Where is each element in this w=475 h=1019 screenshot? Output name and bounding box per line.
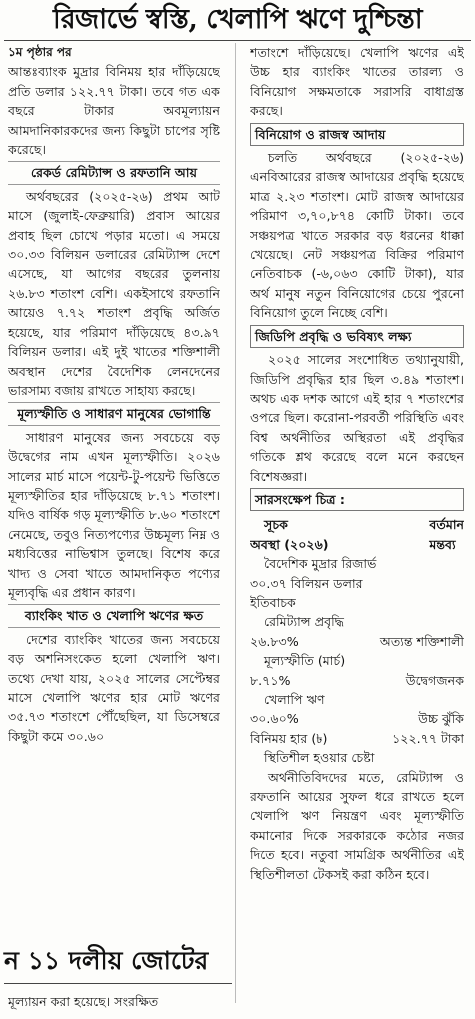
paragraph-exchange-rate: আন্তঃব্যাংক মুদ্রার বিনিময় হার দাঁড়িয়েছে প্রতি ডলার ১২২.৭৭ টাকা। তবে গত এক বছরে টাকার অবমূল্যায়ন আমদানিকারকদের জন্য কিছুটা চাপের সৃষ্টি করেছে। [8, 64, 220, 158]
summary-table-row [250, 651, 464, 690]
summary-row-label: রেমিট্যান্স প্রবৃদ্ধি [264, 614, 344, 630]
next-article-headline: ন ১১ দলীয় জোটের [4, 946, 209, 975]
headline: রিজার্ভে স্বস্তি, খেলাপি ঋণে দুশ্চিন্তা [52, 4, 423, 35]
subheading-banking: ব্যাংকিং খাত ও খেলাপি ঋণের ক্ষত [8, 604, 220, 627]
summary-row-label: বৈদেশিক মুদ্রার রিজার্ভ [264, 556, 377, 572]
summary-col-comment: মন্তব্য [429, 536, 456, 552]
summary-row-value: ৩০.৩৭ বিলিয়ন ডলার [250, 575, 363, 591]
summary-row-note: উচ্চ ঝুঁকি [418, 711, 464, 727]
summary-row-value: ৩০.৬০% [250, 711, 299, 727]
paragraph-revenue: চলতি অর্থবছরে (২০২৫-২৬) এনবিআরের রাজস্ব আদায়ের প্রবৃদ্ধি হয়েছে মাত্র ২.২৩ শতাংশ। মোট রাজস্ব আদায়ের পরিমাণ ৩,৭০,৮৭৪ কোটি টাকা। তবে সঞ্চয়পত্র খাতে সরকার বড় ধরনের ধাক্কা খেয়েছে। নেট সঞ্চয়পত্র বিক্রির পরিমাণ নেতিবাচক (-৬,০৬৩ কোটি টাকা), যার অর্থ মানুষ নতুন বিনিয়োগের চেয়ে পুরনো বিনিয়োগ তুলে নিচ্ছে বেশি। [250, 150, 464, 321]
summary-table-row [250, 690, 464, 729]
left-column [8, 43, 220, 945]
summary-row-value: ৮.৭১% [250, 672, 291, 688]
subheading-summary: সারসংক্ষেপ চিত্র : [250, 488, 464, 511]
summary-table-row [250, 554, 464, 612]
summary-table-header [250, 515, 464, 554]
summary-row-value: ১২২.৭৭ টাকা [392, 730, 464, 746]
summary-col-current: বর্তমান [429, 517, 464, 533]
subheading-gdp: জিডিপি প্রবৃদ্ধি ও ভবিষ্যৎ লক্ষ্য [250, 325, 464, 348]
paragraph-inflation: সাধারণ মানুষের জন্য সবচেয়ে বড় উদ্বেগের নাম এখন মূল্যস্ফীতি। ২০২৬ সালের মার্চ মাসে পয়েন্ট-টু-পয়েন্ট ভিত্তিতে মূল্যস্ফীতির হার দাঁড়িয়েছে ৮.৭১ শতাংশ। যদিও বার্ষিক গড় মূল্যস্ফীতি ৮.৬০ শতাংশে নেমেছে, তবুও নিত্যপণ্যের উচ্চমূল্য নিম্ন ও মধ্যবিত্তের নাভিশ্বাস তুলছে। বিশেষ করে খাদ্য ও সেবা খাতে আমদানিকৃত পণ্যের মূল্যবৃদ্ধি এর প্রধান কারণ। [8, 429, 220, 600]
right-column [250, 43, 464, 1003]
summary-row-note: স্থিতিশীল হওয়ার চেষ্টা [264, 750, 375, 766]
paragraph-default-loan: শতাংশে দাঁড়িয়েছে। খেলাপি ঋণের এই উচ্চ হার ব্যাংকিং খাতের তারল্য ও বিনিয়োগ সক্ষমতাকে সরাসরি বাধাগ্রস্ত করছে। [250, 45, 464, 119]
column-divider [235, 43, 236, 1003]
paragraph-remittance: অর্থবছরের (২০২৫-২৬) প্রথম আট মাসে (জুলাই-ফেব্রুয়ারি) প্রবাস আয়ের প্রবাহ ছিল চোখে পড়ার মতো। এ সময়ে ৩০.৩৩ বিলিয়ন ডলারের রেমিট্যান্স দেশে এসেছে, যা আগের বছরের তুলনায় ২৬.৮৩ শতাংশ বেশি। একইসাথে রফতানি আয়েও ৭.৭২ শতাংশ প্রবৃদ্ধি অর্জিত হয়েছে, যার পরিমাণ দাঁড়িয়েছে ৪৩.৯৭ বিলিয়ন ডলার। এই দুই খাতের শক্তিশালী অবস্থান দেশের বৈদেশিক লেনদেনের ভারসাম্য বজায় রাখতে সাহায্য করছে। [8, 188, 220, 398]
summary-row-label: বিনিময় হার (৳) [250, 730, 328, 746]
continued-from-label: ১ম পৃষ্ঠার পর [8, 45, 72, 59]
summary-row-label: মূল্যস্ফীতি (মার্চ) [264, 653, 346, 669]
subheading-investment: বিনিয়োগ ও রাজস্ব আদায় [250, 123, 464, 146]
next-article-rule [4, 983, 232, 984]
summary-row-label: খেলাপি ঋণ [264, 692, 325, 707]
summary-table-row [250, 612, 464, 651]
summary-row-value: ২৬.৮৩% [250, 633, 299, 649]
paragraph-banking: দেশের ব্যাংকিং খাতের জন্য সবচেয়ে বড় অশনিসংকেত হলো খেলাপি ঋণ। তথ্যে দেখা যায়, ২০২৫ সালের সেপ্টেম্বর মাসে খেলাপি ঋণের হার মোট ঋণের ৩৫.৭৩ শতাংশে পৌঁছেছিল, যা ডিসেম্বরে কিছুটা কমে ৩০.৬০ [8, 631, 220, 744]
subheading-inflation: মূল্যস্ফীতি ও সাধারণ মানুষের ভোগান্তি [8, 402, 220, 425]
subheading-remittance: রেকর্ড রেমিট্যান্স ও রফতানি আয় [8, 161, 220, 184]
summary-row-note: ইতিবাচক [250, 594, 296, 610]
summary-row-note: অত্যন্ত শক্তিশালী [379, 633, 464, 649]
headline-rule [4, 40, 471, 41]
paragraph-conclusion: অর্থনীতিবিদদের মতে, রেমিট্যান্স ও রফতানি আয়ের সুফল ধরে রাখতে হলে খেলাপি ঋণ নিয়ন্ত্রণ এবং মূল্যস্ফীতি কমানোর দিকে সরকারকে কঠোর নজর দিতে হবে। নতুবা সামগ্রিক অর্থনীতির এই স্থিতিশীলতা টেকসই করা কঠিন হবে। [250, 769, 464, 882]
summary-row-note: উদ্বেগজনক [405, 672, 464, 688]
paragraph-gdp: ২০২৫ সালের সংশোধিত তথ্যানুযায়ী, জিডিপি প্রবৃদ্ধির হার ছিল ৩.৪৯ শতাংশ। অথচ এক দশক আগে এই হার ৭ শতাংশের ওপরে ছিল। করোনা-পরবর্তী পরিস্থিতি এবং বিশ্ব অর্থনীতির অস্থিরতা এই প্রবৃদ্ধির গতিকে শ্লথ করেছে বলে মনে করছেন বিশেষজ্ঞরা। [250, 352, 464, 484]
summary-table-row [250, 729, 464, 768]
summary-col-indicator: সূচক [264, 517, 288, 533]
summary-col-status: অবস্থা (২০২৬) [250, 536, 329, 552]
next-article-text: মূল্যায়ন করা হয়েছে। সংরক্ষিত [8, 994, 159, 1009]
